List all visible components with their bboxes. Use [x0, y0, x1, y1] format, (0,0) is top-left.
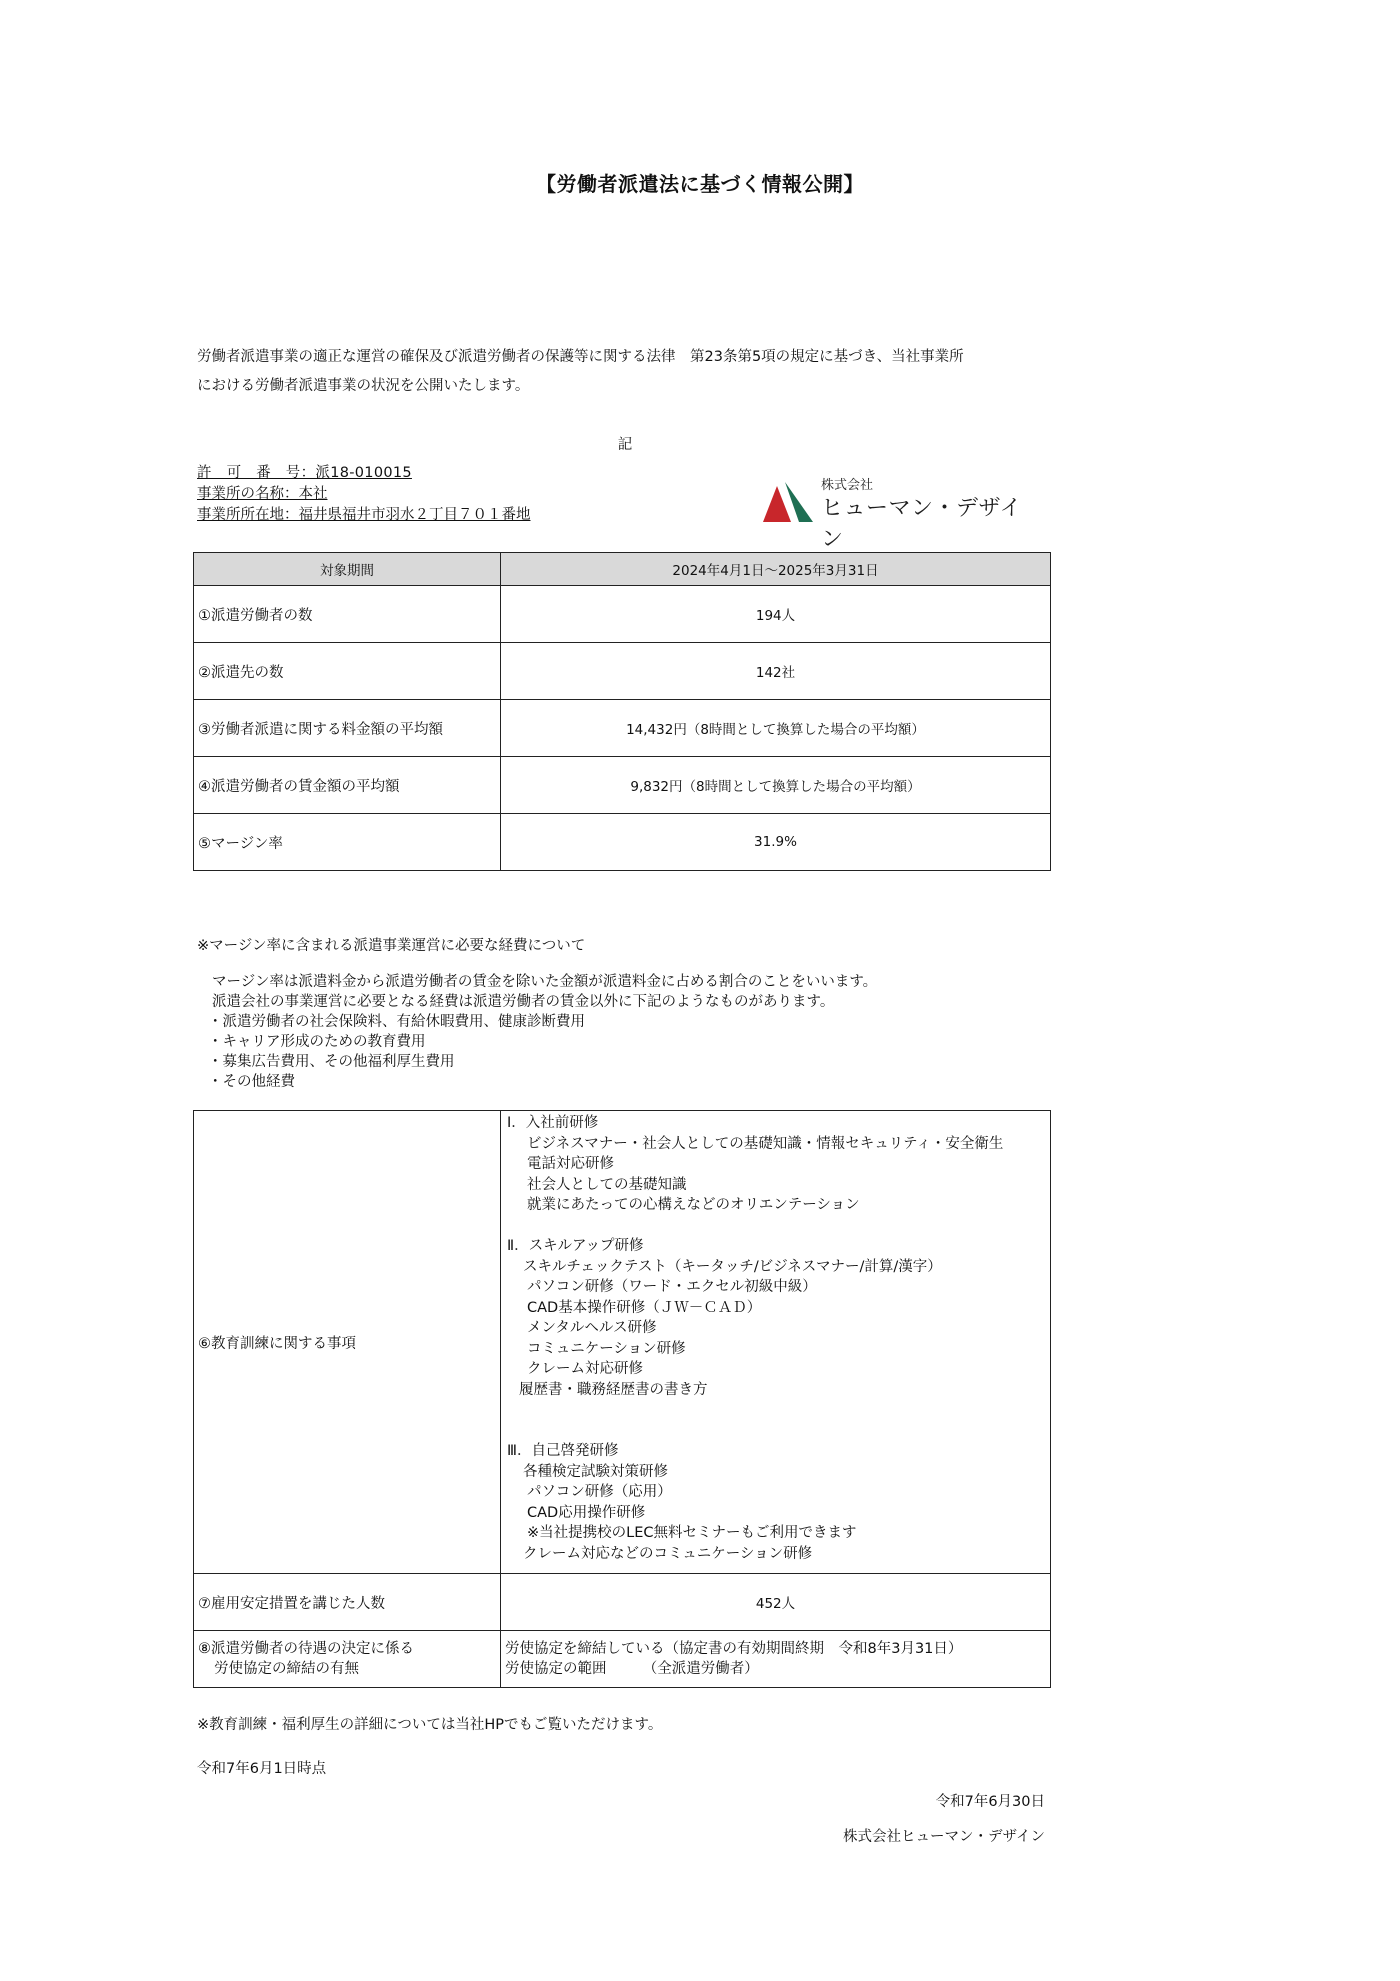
- license-number: 許 可 番 号：派18-010015: [197, 465, 412, 481]
- row-label: ③労働者派遣に関する料金額の平均額: [194, 700, 501, 757]
- dispatch-info-table: [193, 552, 1051, 871]
- training-item: パソコン研修（応用）: [527, 1484, 672, 1500]
- margin-note-line: ・募集広告費用、その他福利厚生費用: [208, 1054, 455, 1070]
- labor-agreement-value: [501, 1631, 1051, 1688]
- training-item: コミュニケーション研修: [527, 1340, 686, 1357]
- margin-note-line: 派遣会社の事業運営に必要となる経費は派遣労働者の賃金以外に下記のようなものがあります。: [212, 994, 835, 1010]
- employment-label: ⑦雇用安定措置を講じた人数: [194, 1574, 501, 1631]
- training-item: CAD応用操作研修: [527, 1504, 646, 1521]
- training-item: スキルチェックテスト（キータッチ/ビジネスマナー/計算/漢字）: [523, 1258, 942, 1275]
- row-value: 31.9%: [501, 814, 1051, 871]
- labor-agreement-label-line-1: ⑧派遣労働者の待遇の決定に係る: [198, 1641, 414, 1657]
- training-label: ⑥教育訓練に関する事項: [194, 1111, 501, 1574]
- training-item: ※当社提携校のLEC無料セミナーもご利用できます: [527, 1525, 857, 1541]
- training-item: 電話対応研修: [527, 1156, 614, 1172]
- as-of-date: 令和7年6月1日時点: [197, 1761, 327, 1777]
- period-value: 2024年4月1日～2025年3月31日: [501, 553, 1051, 586]
- training-section-2: [505, 1236, 1046, 1400]
- intro-text-line-1: 労働者派遣事業の適正な運営の確保及び派遣労働者の保護等に関する法律 第23条第5項の規定に基づき、当社事業所: [197, 349, 964, 365]
- table-row: [194, 700, 1051, 757]
- training-section-head: Ⅰ．入社前研修: [507, 1115, 599, 1131]
- issue-date: 令和7年6月30日: [935, 1794, 1045, 1810]
- labor-agreement-label: [194, 1631, 501, 1688]
- margin-note-title: ※マージン率に含まれる派遣事業運営に必要な経費について: [197, 938, 586, 954]
- training-item: CAD基本操作研修（ＪＷ－ＣＡＤ）: [527, 1299, 762, 1316]
- labor-agreement-value-line-2: 労使協定の範囲 （全派遣労働者）: [505, 1661, 759, 1677]
- training-item: 履歴書・職務経歴書の書き方: [519, 1381, 708, 1398]
- logo-mark-icon: [763, 478, 815, 530]
- office-name: 事業所の名称：本社: [197, 486, 328, 502]
- logo-small-text: 株式会社: [821, 478, 874, 493]
- table-row: [194, 757, 1051, 814]
- training-table: [193, 1110, 1051, 1688]
- row-label: ②派遣先の数: [194, 643, 501, 700]
- period-label: 対象期間: [194, 553, 501, 586]
- row-label: ④派遣労働者の賃金額の平均額: [194, 757, 501, 814]
- training-section-head: Ⅲ．自己啓発研修: [507, 1443, 619, 1459]
- training-item: パソコン研修（ワード・エクセル初級中級）: [527, 1279, 817, 1295]
- training-item: クレーム対応研修: [527, 1361, 643, 1377]
- row-label: ①派遣労働者の数: [194, 586, 501, 643]
- labor-agreement-value-line-1: 労使協定を締結している（協定書の有効期間終期 令和8年3月31日）: [505, 1641, 963, 1657]
- training-item: ビジネスマナー・社会人としての基礎知識・情報セキュリティ・安全衛生: [527, 1135, 1004, 1152]
- row-value: 194人: [501, 586, 1051, 643]
- table-row: [194, 643, 1051, 700]
- table-row: [194, 1631, 1051, 1688]
- company-logo: [763, 474, 1033, 552]
- training-row: [194, 1111, 1051, 1574]
- training-item: クレーム対応などのコミュニケーション研修: [523, 1545, 813, 1562]
- table-row: [194, 1574, 1051, 1631]
- training-item: 各種検定試験対策研修: [523, 1463, 668, 1480]
- ki-heading: 記: [617, 437, 633, 453]
- employment-value: 452人: [501, 1574, 1051, 1631]
- training-section-1: [505, 1113, 1046, 1216]
- logo-company-name: ヒューマン・デザイン: [821, 496, 1022, 552]
- intro-text-line-2: における労働者派遣事業の状況を公開いたします。: [197, 378, 530, 394]
- table-row: [194, 586, 1051, 643]
- row-label: ⑤マージン率: [194, 814, 501, 871]
- office-address: 事業所所在地：福井県福井市羽水２丁目７０１番地: [197, 507, 531, 523]
- margin-note-line: ・キャリア形成のための教育費用: [208, 1034, 426, 1050]
- training-section-head: Ⅱ．スキルアップ研修: [507, 1238, 644, 1254]
- footer-company-name: 株式会社ヒューマン・デザイン: [843, 1829, 1045, 1845]
- training-section-3: [505, 1441, 1046, 1564]
- page-title: 【労働者派遣法に基づく情報公開】: [536, 172, 864, 196]
- row-value: 14,432円（8時間として換算した場合の平均額）: [501, 700, 1051, 757]
- margin-note-line: ・その他経費: [208, 1074, 295, 1090]
- margin-note-line: マージン率は派遣料金から派遣労働者の賃金を除いた金額が派遣料金に占める割合のことをいいます。: [212, 974, 878, 990]
- table-header-row: [194, 553, 1051, 586]
- training-item: 就業にあたっての心構えなどのオリエンテーション: [527, 1197, 860, 1213]
- table-row: [194, 814, 1051, 871]
- margin-note-line: ・派遣労働者の社会保険料、有給休暇費用、健康診断費用: [208, 1014, 585, 1030]
- training-item: 社会人としての基礎知識: [527, 1176, 687, 1193]
- training-content: [501, 1111, 1051, 1574]
- row-value: 142社: [501, 643, 1051, 700]
- footer-note: ※教育訓練・福利厚生の詳細については当社HPでもご覧いただけます。: [197, 1717, 663, 1733]
- row-value: 9,832円（8時間として換算した場合の平均額）: [501, 757, 1051, 814]
- training-item: メンタルヘルス研修: [527, 1320, 657, 1336]
- labor-agreement-label-line-2: 労使協定の締結の有無: [214, 1661, 359, 1677]
